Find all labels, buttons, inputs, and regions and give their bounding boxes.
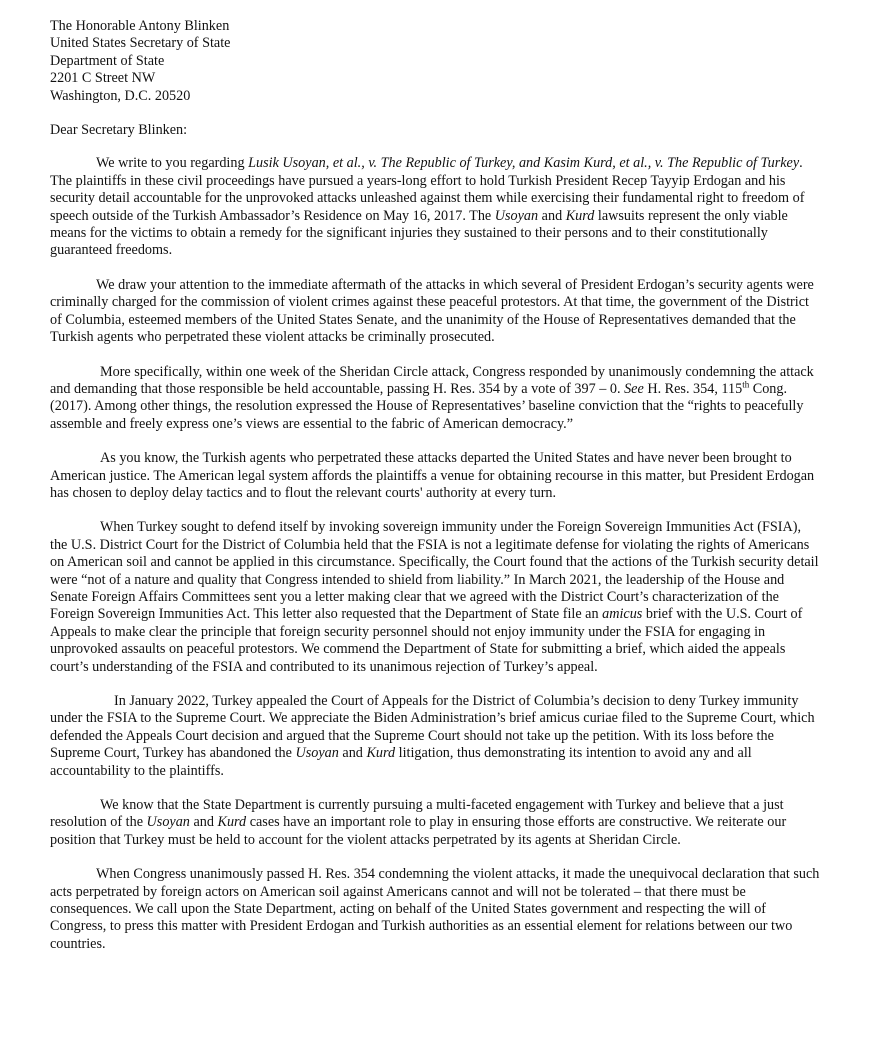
- paragraph-7: [50, 797, 820, 849]
- p5-amicus: amicus: [602, 606, 643, 623]
- recipient-city: Washington, D.C. 20520: [50, 87, 191, 104]
- paragraph-2: We draw your attention to the immediate aftermath of the attacks in which several of President Erdogan’s security agents were criminally charged for the commission of violent crimes against these peaceful protestors. At that time, the government of the District of Columbia, esteemed members of the United States Senate, and the unanimity of the House of Representatives demanded that the Turkish agents who perpetrated these violent attacks be criminally prosecuted.: [50, 276, 814, 346]
- p6-usoyan: Usoyan: [295, 745, 339, 762]
- p1-and: and: [538, 207, 566, 224]
- p1-kurd: Kurd: [565, 207, 595, 224]
- p7-and: and: [189, 814, 218, 831]
- recipient-department: Department of State: [50, 52, 165, 69]
- p3-text-c: Cong. (2017). Among other things, the resolution expressed the House of Representatives’ baseline conviction that the “rights to peacefully assemble and freely express one’s views are essential to the fabric of American democracy.”: [50, 380, 804, 432]
- letter-page: [50, 18, 820, 970]
- paragraph-6: [50, 693, 820, 780]
- p1-text-a: We write to you regarding: [96, 155, 249, 172]
- recipient-title: United States Secretary of State: [50, 35, 231, 52]
- p5-text-a: When Turkey sought to defend itself by invoking sovereign immunity under the Foreign Sovereign Immunities Act (FSIA), the U.S. District Court for the District of Columbia held that the FSIA is not a legitimate defense for violating the rights of Americans on American soil and cannot be applied in this circumstance. Specifically, the Court found that the actions of the Turkish security detail were “not of a nature and quality that Congress intended to shield from liability.” In March 2021, the leadership of the House and Senate Foreign Affairs Committees sent you a letter making clear that we agreed with the District Court’s characterization of the Foreign Sovereign Immunities Act. This letter also requested that the Department of State file an: [50, 519, 819, 623]
- p7-text-b: cases have an important role to play in ensuring those efforts are constructive. We reiterate our position that Turkey must be held to account for the violent attacks perpetrated by its agents at Sheridan Circle.: [50, 814, 787, 848]
- p3-see: See: [624, 380, 644, 397]
- p1-text-c: lawsuits represent the only viable means for the victims to obtain a remedy for the significant injuries they sustained to their persons and to their constitutionally guaranteed freedoms.: [50, 207, 788, 259]
- p1-text-b: . The plaintiffs in these civil proceedings have pursued a years-long effort to hold Turkish President Recep Tayyip Erdogan and his security detail accountable for the unprovoked attacks unleashed against them while exercising their fundamental right to freedom of speech outside of the Turkish Ambassador’s Residence on May 16, 2017. The: [50, 155, 805, 224]
- recipient-name: The Honorable Antony Blinken: [50, 18, 230, 34]
- paragraph-3: [50, 364, 820, 434]
- paragraph-4: As you know, the Turkish agents who perpetrated these attacks departed the United States and have never been brought to American justice. The American legal system affords the plaintiffs a venue for obtaining recourse in this matter, but President Erdogan has chosen to deploy delay tactics and to flout the relevant courts' authority at every turn.: [50, 450, 815, 501]
- salutation: Dear Secretary Blinken:: [50, 122, 188, 139]
- p1-case-names: Lusik Usoyan, et al., v. The Republic of Turkey, and Kasim Kurd, et al., v. The Republic of Turkey: [248, 155, 800, 172]
- paragraph-8: When Congress unanimously passed H. Res. 354 condemning the violent attacks, it made the unequivocal declaration that such acts perpetrated by foreign actors on American soil against Americans cannot and will not be tolerated – that there must be consequences. We call upon the State Department, acting on behalf of the United States government and respecting the will of Congress, to press this matter with President Erdogan and Turkish authorities as an essential element for relations between our two countries.: [50, 866, 820, 952]
- p6-and: and: [338, 745, 367, 762]
- p3-text-b: H. Res. 354, 115: [643, 380, 743, 397]
- p7-kurd: Kurd: [217, 814, 247, 831]
- recipient-address: [50, 18, 820, 105]
- p3-superscript: th: [742, 379, 750, 390]
- p6-text-b: litigation, thus demonstrating its intention to avoid any and all accountability to the plaintiffs.: [50, 745, 752, 779]
- p6-kurd: Kurd: [366, 745, 396, 762]
- paragraph-5: [50, 519, 820, 676]
- paragraph-1: [50, 155, 820, 259]
- p7-text-a: We know that the State Department is currently pursuing a multi-faceted engagement with Turkey and believe that a just resolution of the: [50, 797, 784, 831]
- p3-text-a: More specifically, within one week of the Sheridan Circle attack, Congress responded by unanimously condemning the attack and demanding that those responsible be held accountable, passing H. Res. 354 by a vote of 397 – 0.: [50, 363, 814, 397]
- p5-text-b: brief with the U.S. Court of Appeals to make clear the principle that foreign security personnel should not enjoy immunity under the FSIA for engaging in unprovoked assaults on peaceful protestors. We commend the Department of State for submitting a brief, which aided the appeals court’s understanding of the FSIA and contributed to its unanimous rejection of Turkey’s appeal.: [50, 606, 803, 675]
- recipient-street: 2201 C Street NW: [50, 70, 156, 87]
- p6-text-a: In January 2022, Turkey appealed the Court of Appeals for the District of Columbia’s decision to deny Turkey immunity under the FSIA to the Supreme Court. We appreciate the Biden Administration’s brief amicus curiae filed to the Supreme Court, which defended the Appeals Court decision and argued that the Supreme Court should not take up the petition. With its loss before the Supreme Court, Turkey has abandoned the: [50, 693, 815, 762]
- p1-usoyan: Usoyan: [494, 207, 539, 224]
- p7-usoyan: Usoyan: [146, 814, 190, 831]
